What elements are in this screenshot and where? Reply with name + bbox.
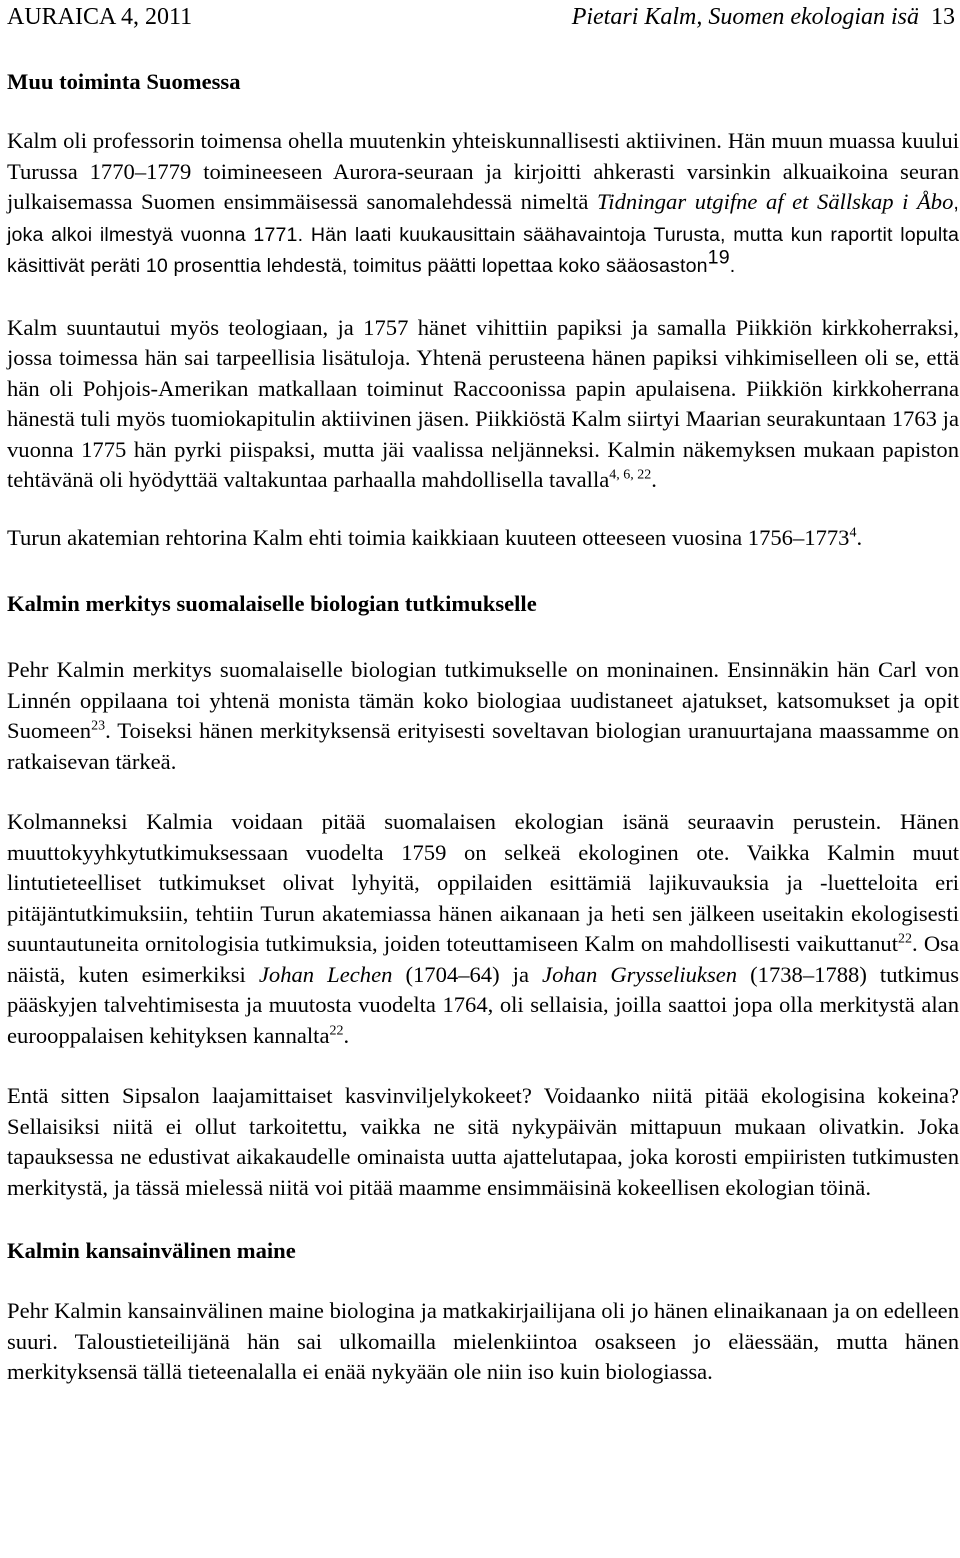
paragraph-reputation: Pehr Kalmin kansainvälinen maine biologina ja matkakirjailijana oli jo hänen elinaikanaan ja on edelleen suuri. Taloustieteilijänä hän sai ulkomailla mielenkiintoa osakseen jo eläessään, mutta hänen merkityksensä tällä tieteenalalla ei enää nykyään ole niin iso kuin biologiassa. bbox=[7, 1298, 959, 1384]
section-heading-significance: Kalmin merkitys suomalaiselle biologian tutkimukselle bbox=[7, 591, 537, 616]
footnote-ref: 19 bbox=[707, 246, 730, 269]
journal-issue: AURAICA 4, 2011 bbox=[7, 4, 193, 30]
page-number: 13 bbox=[931, 4, 955, 30]
document-page bbox=[7, 0, 959, 1388]
paragraph-sipsalo: Entä sitten Sipsalon laajamittaiset kasvinviljelykokeet? Voidaanko niitä pitää ekologisina kokeina? Sellaisiksi niitä ei ollut tarkoitettu, vaikka ne sitä nykypäivän mittapuun mukaan olivatkin. Joka tapauksessa ne edustivat aikakaudelle ominaista uutta ajattelutapaa, joka korosti empiiristen tutkimusten merkitystä, ja tässä mielessä niitä voi pitää maamme ensimmäisinä kokeellisen ekologian töinä. bbox=[7, 1083, 959, 1200]
footnote-ref: 22 bbox=[898, 931, 913, 947]
article-title-header bbox=[572, 2, 959, 32]
footnote-ref: 4, 6, 22 bbox=[609, 467, 652, 483]
paragraph-ecology-father: Kolmanneksi Kalmia voidaan pitää suomalaisen ekologian isänä seuraavin perustein. Hänen muuttokyyhkytutkimuksessaan vuodelta 1759 on selkeä ekologinen ote. Vaikka Kalmin muut lintutieteelliset tutkimukset olivat lyhyitä, oppilaiden esittämiä lajikuvauksia ja -luetteloita eri pitäjäntutkimuksiin, tehtiin Turun akatemiassa hänen aikanaan ja heti sen jälkeen useitakin ekologisesti suuntautuneita ornitologisia tutkimuksia, joiden toteuttamiseen Kalm on mahdollisesti vaikuttanut$^{22}$. Osa näistä, kuten esimerkiksi Johan Lechen (1704–64) ja Johan Grysseliuksen (1738–1788) tutkimus pääskyjen talvehtimisesta ja muutosta vuodelta 1764, oli sellaisia, joilla saattoi jopa olla merkitystä alan eurooppalaisen kehityksen kannalta$^{22}$. bbox=[7, 809, 960, 1048]
paragraph-rector: Turun akatemian rehtorina Kalm ehti toimia kaikkiaan kuuteen otteeseen vuosina 1756–1773$^4$. bbox=[7, 524, 863, 550]
section-heading-international-reputation: Kalmin kansainvälinen maine bbox=[7, 1238, 296, 1263]
footnote-ref: 4 bbox=[849, 524, 857, 540]
paragraph-linnaeus: Pehr Kalmin merkitys suomalaiselle biologian tutkimukselle on moninainen. Ensinnäkin hän Carl von Linnén oppilaana toi yhtenä monista tämän koko biologiaa uudistaneet ajatukset, katsomukset ja opit Suomeen$^{23}$. Toiseksi hänen merkityksensä erityisesti soveltavan biologian uranuurtajana maassamme on ratkaisevan tärkeä. bbox=[7, 657, 959, 774]
person-name: Johan Lechen bbox=[258, 961, 393, 987]
newspaper-title: Tidningar utgifne af et Sällskap i Åbo bbox=[596, 189, 954, 214]
footnote-ref: 23 bbox=[91, 718, 106, 734]
footnote-ref: 22 bbox=[329, 1022, 344, 1038]
running-header bbox=[7, 0, 959, 32]
paragraph-aurora-society: Kalm oli professorin toimensa ohella muutenkin yhteiskunnallisesti aktiivinen. Hän muun muassa kuului Turussa 1770–1779 toimineeseen Aurora-seuraan ja kirjoitti ahkerasti varsinkin alkuaikoina seuran julkaisemassa Suomen ensimmäisessä sanomalehdessä nimeltä Tidningar utgifne af et Sällskap i Åbo, joka alkoi ilmestyä vuonna 1771. Hän laati kuukausittain säähavaintoja Turusta, mutta kun raportit lopulta käsittivät peräti 10 prosenttia lehdestä, toimitus päätti lopettaa koko sääosaston$^{19}$. bbox=[7, 128, 960, 277]
section-heading-other-activity: Muu toiminta Suomessa bbox=[7, 69, 241, 94]
article-title: Pietari Kalm, Suomen ekologian isä bbox=[571, 4, 919, 30]
person-name: Johan Grysseliuksen bbox=[542, 961, 738, 987]
paragraph-theology: Kalm suuntautui myös teologiaan, ja 1757 hänet vihittiin papiksi ja samalla Piikkiön kirkkoherraksi, jossa toimessa hän sai tarpeellisia lisätuloja. Yhtenä perusteena hänen papiksi vihkimiselleen oli se, että hän oli Pohjois-Amerikan matkallaan toiminut Raccoonissa papin apulaisena. Piikkiön kirkkoherrana hänestä tuli myös tuomiokapitulin aktiivinen jäsen. Piikkiöstä Kalm siirtyi Maarian seurakuntaan 1763 ja vuonna 1775 hän pyrki piispaksi, mutta jäi vaalissa neljänneksi. Kalmin näkemyksen mukaan papiston tehtävänä oli hyödyttää valtakuntaa parhaalla mahdollisella tavalla$^{4, 6, 22}$. bbox=[7, 314, 959, 492]
